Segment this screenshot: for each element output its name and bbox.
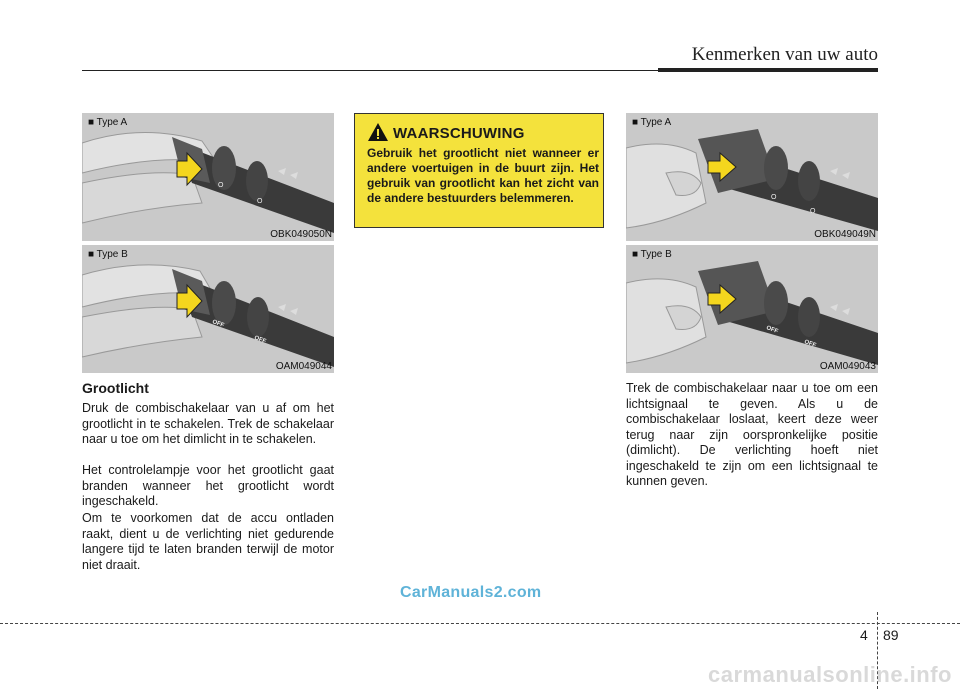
header-title: Kenmerken van uw auto [691, 44, 878, 65]
paragraph: Om te voorkomen dat de accu ontladen raakt, dient u de verlichting niet gedurende langere tijd te laten branden terwijl de motor niet draait. [82, 511, 334, 572]
figure-type-label: ■ Type B [88, 249, 128, 260]
indicator-arrows-icon [830, 168, 850, 179]
stalk-push-illustration [82, 245, 334, 373]
stalk-switch [698, 129, 878, 231]
figure-type-label: ■ Type B [632, 249, 672, 260]
figure-code: OBK049050N [270, 229, 332, 240]
o-label: O [218, 182, 224, 189]
header-rule-accent [658, 68, 878, 72]
watermark-bottom: carmanualsonline.info [708, 662, 952, 687]
off-label: OFF [211, 319, 225, 329]
paragraph: Het controlelampje voor het grootlicht gaat branden wanneer het grootlicht wordt ingeschakeld. [82, 463, 334, 508]
figure-code: OBK049049N [814, 229, 876, 240]
figure-pull-type-a [626, 113, 878, 241]
warning-title: WAARSCHUWING [393, 125, 525, 142]
figure-push-type-b [82, 245, 334, 373]
stalk-pull-illustration [626, 113, 878, 241]
figure-pull-type-b [626, 245, 878, 373]
figure-type-label: ■ Type A [632, 117, 672, 128]
figure-code: OAM049043 [819, 361, 876, 372]
stalk-switch [172, 269, 334, 367]
off-label: OFF [803, 339, 817, 349]
stalk-switch [172, 137, 334, 233]
chapter-number: 4 [860, 627, 868, 643]
o-label: O [810, 208, 816, 215]
watermark-link[interactable]: CarManuals2.com [400, 584, 542, 601]
off-label: OFF [253, 335, 267, 345]
warning-box [354, 113, 604, 228]
figure-push-type-a [82, 113, 334, 241]
figure-code: OAM049044 [275, 361, 332, 372]
paragraph: Trek de combischakelaar naar u toe om een lichtsignaal te geven. Als u de combischakelaar loslaat, keert deze weer terug naar zijn oorspronkelijke positie (dimlicht). De verlichting hoeft niet ingeschakeld te zijn om een lichtsignaal te kunnen geven. [626, 381, 878, 488]
off-label: OFF [765, 325, 779, 335]
o-label: O [771, 194, 777, 201]
paragraph: Druk de combischakelaar van u af om het grootlicht in te schakelen. Trek de schakelaar naar u toe om het dimlicht in te schakelen. [82, 401, 334, 446]
page-number: 89 [883, 627, 899, 643]
section-heading: Grootlicht [82, 380, 149, 396]
o-label: O [257, 198, 263, 205]
stalk-pull-illustration [626, 245, 878, 373]
indicator-arrows-icon [830, 304, 850, 315]
indicator-arrows-icon [278, 168, 298, 179]
warning-body: Gebruik het grootlicht niet wanneer er andere voertuigen in de buurt zijn. Het gebruik van grootlicht kan het zicht van de andere bestuurders belemmeren. [367, 146, 599, 205]
warning-triangle-icon [367, 122, 389, 142]
stalk-switch [698, 261, 878, 365]
footer-divider [0, 623, 960, 624]
stalk-push-illustration [82, 113, 334, 241]
figure-type-label: ■ Type A [88, 117, 128, 128]
indicator-arrows-icon [278, 304, 298, 315]
